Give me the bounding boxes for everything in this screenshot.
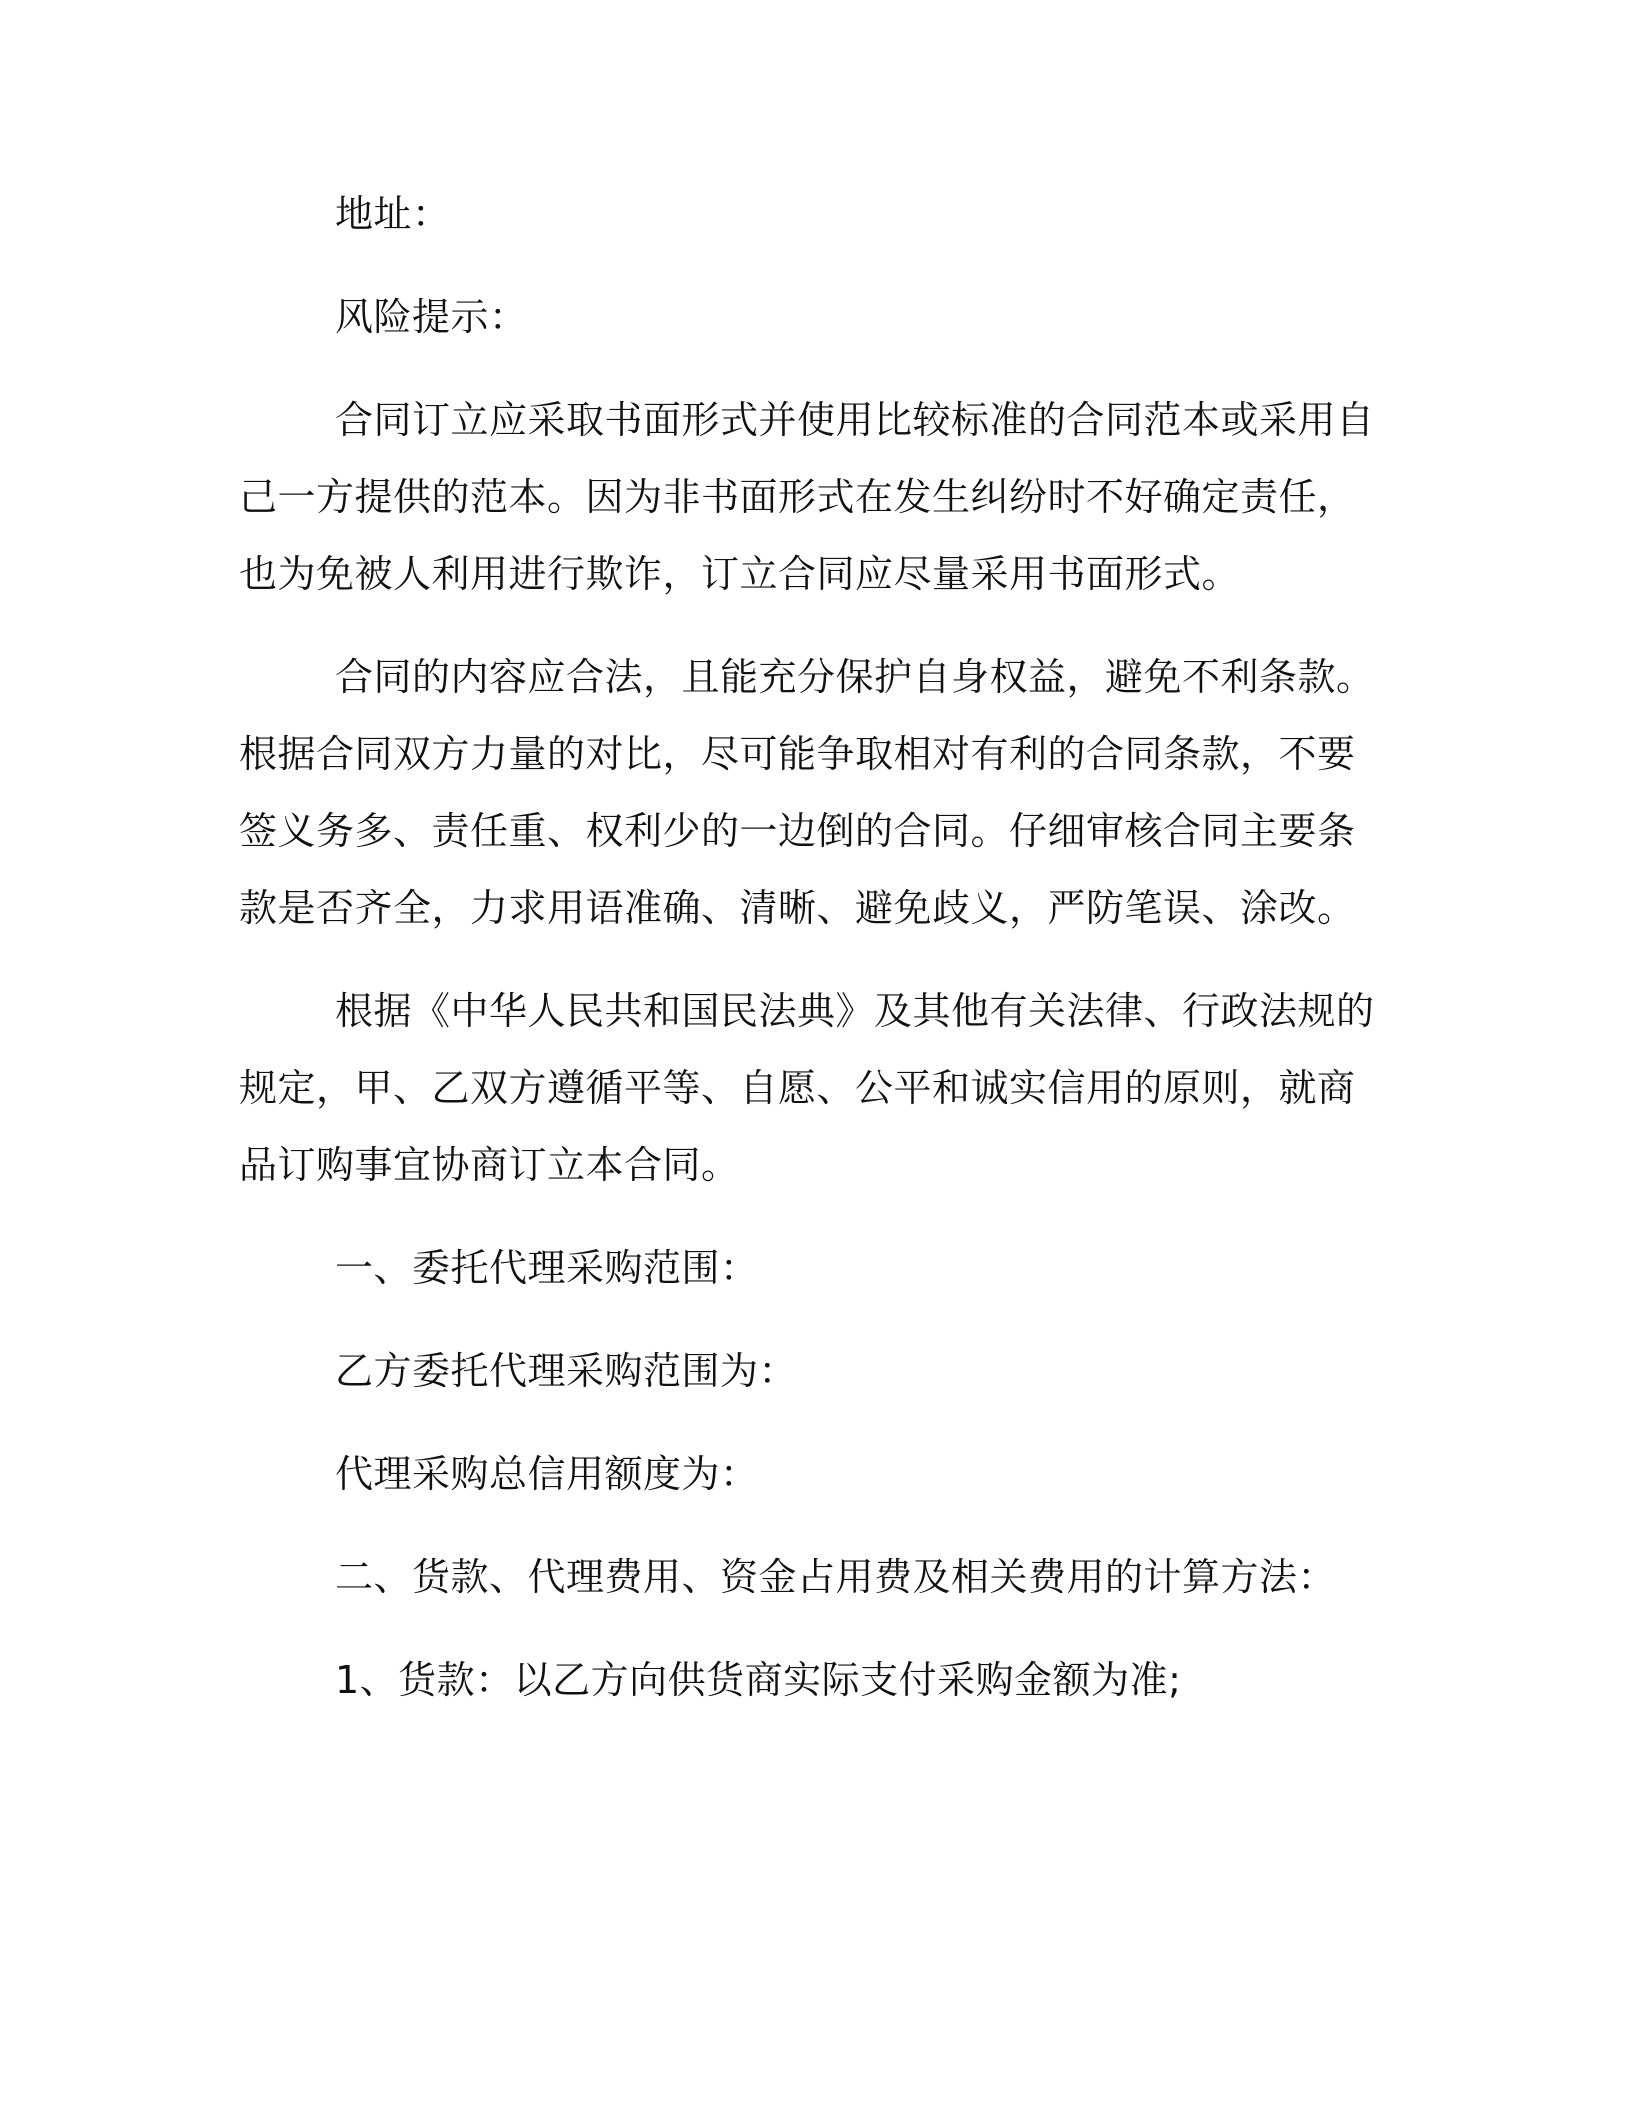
risk-paragraph-2: 合同的内容应合法，且能充分保护自身权益，避免不利条款。根据合同双方力量的对比，尽可能争取相对有利的合同条款，不要签义务多、责任重、权利少的一边倒的合同。仔细审核合同主要条款是否齐全，力求用语准确、清晰、避免歧义，严防笔误、涂改。 <box>239 655 1375 930</box>
section-1-credit: 代理采购总信用额度为： <box>335 1452 759 1496</box>
section-1-scope: 乙方委托代理采购范围为： <box>335 1349 798 1393</box>
document-body <box>239 176 1389 1719</box>
risk-paragraph-1: 合同订立应采取书面形式并使用比较标准的合同范本或采用自己一方提供的范本。因为非书面形式在发生纠纷时不好确定责任，也为免被人利用进行欺诈，订立合同应尽量采用书面形式。 <box>239 398 1375 596</box>
section-2-item-1: 1、货款：以乙方向供货商实际支付采购金额为准; <box>335 1658 1182 1702</box>
preamble-paragraph: 根据《中华人民共和国民法典》及其他有关法律、行政法规的规定，甲、乙双方遵循平等、自愿、公平和诚实信用的原则，就商品订购事宜协商订立本合同。 <box>239 989 1375 1187</box>
section-2-heading: 二、货款、代理费用、资金占用费及相关费用的计算方法： <box>335 1555 1337 1599</box>
address-label: 地址： <box>335 192 451 236</box>
risk-heading: 风险提示： <box>335 295 528 339</box>
section-1-heading: 一、委托代理采购范围： <box>335 1246 759 1290</box>
